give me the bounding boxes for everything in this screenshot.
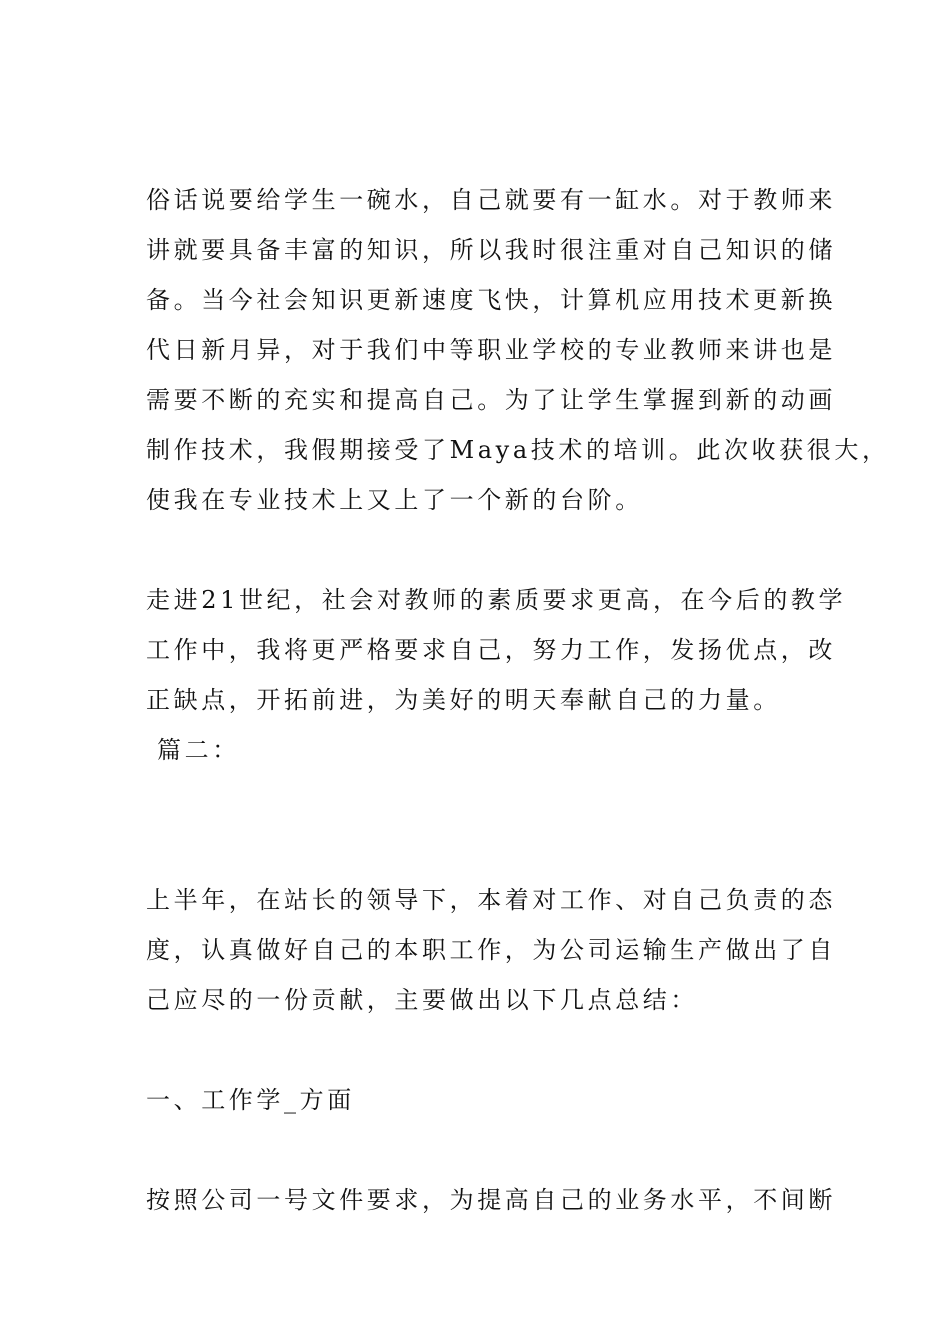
text-line: 己应尽的一份贡献，主要做出以下几点总结： <box>146 986 698 1014</box>
subheading-text: 一、工作学_方面 <box>146 1086 355 1114</box>
text-line: 正缺点，开拓前进，为美好的明天奉献自己的力量。 <box>146 686 781 714</box>
text-line: 代日新月异，对于我们中等职业学校的专业教师来讲也是 <box>146 336 836 364</box>
section-heading-part-two <box>157 725 827 775</box>
paragraph-21st-century <box>146 575 847 725</box>
text-line: 上半年，在站长的领导下，本着对工作、对自己负责的态 <box>146 886 836 914</box>
text-line: 使我在专业技术上又上了一个新的台阶。 <box>146 486 643 514</box>
paragraph-company-document <box>146 1175 836 1225</box>
text-line: 俗话说要给学生一碗水，自己就要有一缸水。对于教师来 <box>146 186 836 214</box>
text-line: 需要不断的充实和提高自己。为了让学生掌握到新的动画 <box>146 386 836 414</box>
text-line: 制作技术，我假期接受了Maya技术的培训。此次收获很大， <box>146 436 890 464</box>
text-line: 工作中，我将更严格要求自己，努力工作，发扬优点，改 <box>146 636 836 664</box>
text-line: 讲就要具备丰富的知识，所以我时很注重对自己知识的储 <box>146 236 836 264</box>
text-line: 度，认真做好自己的本职工作，为公司运输生产做出了自 <box>146 936 836 964</box>
paragraph-teacher-knowledge <box>146 175 890 525</box>
subheading-work-study <box>146 1075 816 1125</box>
text-line: 备。当今社会知识更新速度飞快，计算机应用技术更新换 <box>146 286 836 314</box>
text-line: 按照公司一号文件要求，为提高自己的业务水平，不间断 <box>146 1186 836 1214</box>
section-heading-text: 篇二： <box>157 736 240 764</box>
paragraph-first-half-year <box>146 875 836 1025</box>
text-line: 走进21世纪，社会对教师的素质要求更高，在今后的教学 <box>146 586 847 614</box>
